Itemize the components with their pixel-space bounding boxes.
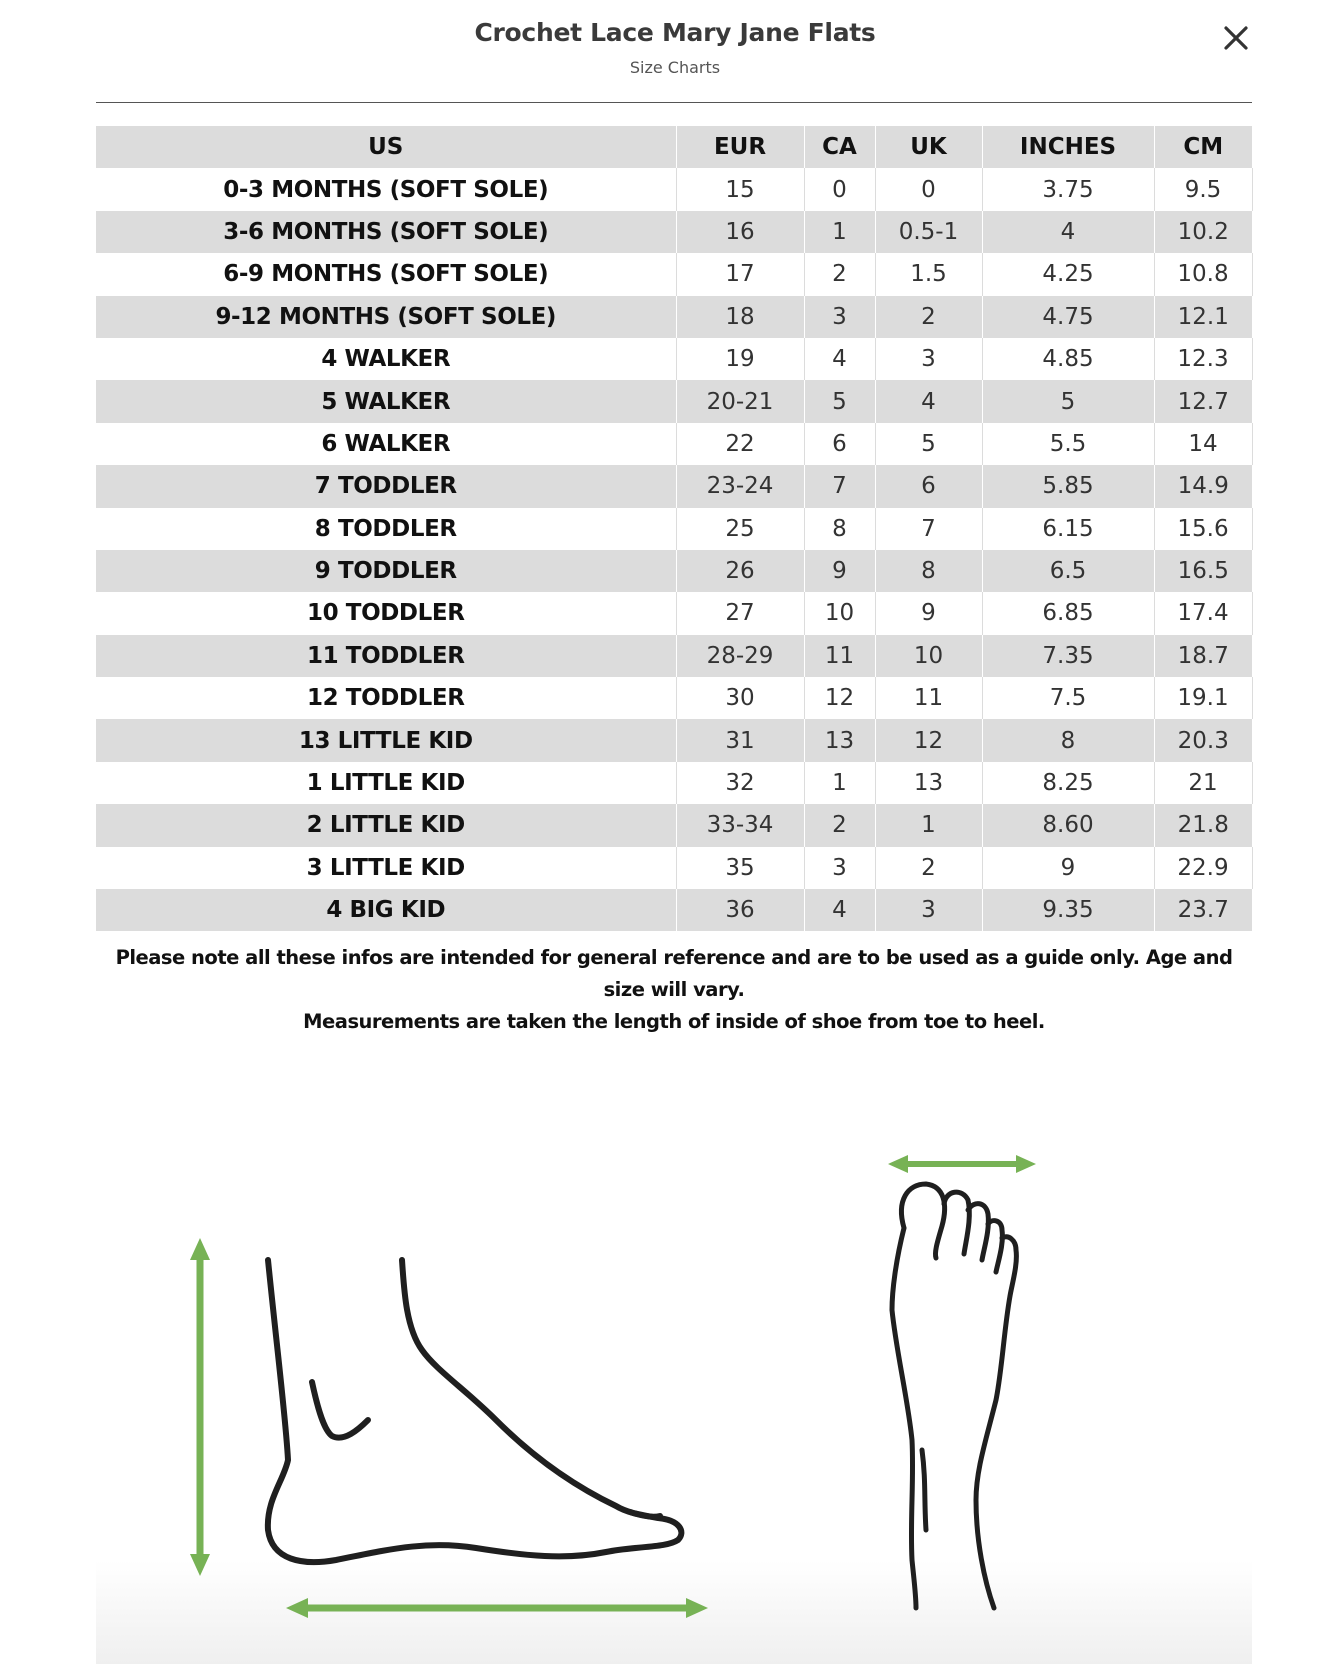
cell-uk: 3 [875,889,982,931]
measurement-arrow-icon [190,1238,210,1576]
cell-uk: 11 [875,677,982,719]
cell-ca: 1 [804,211,875,253]
cell-uk: 4 [875,380,982,422]
table-row [96,338,1252,380]
cell-inches: 5.85 [982,465,1154,507]
close-icon [1218,20,1254,56]
modal-header [0,0,1332,100]
disclaimer-line-2: Measurements are taken the length of inside of shoe from toe to heel. [303,1010,1045,1033]
cell-cm: 21.8 [1177,812,1229,839]
column-header-eur: EUR [676,126,804,168]
cell-ca: 3 [804,296,875,338]
cell-us: 8 TODDLER [96,508,676,550]
cell-inches: 8.60 [982,804,1154,846]
table-row [96,465,1252,507]
cell-inches: 4.75 [982,296,1154,338]
cell-us: 11 TODDLER [96,635,676,677]
cell-eur: 31 [676,719,804,761]
cell-us: 6 WALKER [96,423,676,465]
cell-ca: 2 [804,253,875,295]
measurement-arrow-icon [888,1155,1036,1173]
cell-cm: 12.1 [1177,303,1229,330]
disclaimer-note [96,942,1252,1038]
cell-ca: 13 [804,719,875,761]
cell-uk: 2 [875,847,982,889]
cell-inches: 4.85 [982,338,1154,380]
cell-ca: 2 [804,804,875,846]
foot-top-view-icon [892,1184,1016,1608]
cell-eur: 19 [676,338,804,380]
cell-eur: 32 [676,762,804,804]
cell-eur: 28-29 [676,635,804,677]
cell-cm: 16.5 [1177,558,1229,585]
measurement-arrow-icon [286,1598,708,1618]
table-row [96,253,1252,295]
cell-uk: 12 [875,719,982,761]
cell-inches: 6.5 [982,550,1154,592]
page-subtitle: Size Charts [629,58,721,77]
cell-us: 0-3 MONTHS (SOFT SOLE) [96,168,676,210]
cell-eur: 15 [676,168,804,210]
cell-uk: 8 [875,550,982,592]
close-button[interactable] [1218,20,1254,56]
cell-cm: 14.9 [1177,473,1229,500]
cell-us: 7 TODDLER [96,465,676,507]
table-row [96,550,1252,592]
cell-uk: 13 [875,762,982,804]
cell-ca: 12 [804,677,875,719]
cell-inches: 5 [982,380,1154,422]
table-row [96,423,1252,465]
cell-us: 5 WALKER [96,380,676,422]
cell-ca: 6 [804,423,875,465]
cell-inches: 8.25 [982,762,1154,804]
table-row [96,380,1252,422]
cell-ca: 4 [804,889,875,931]
cell-uk: 1.5 [875,253,982,295]
cell-us: 1 LITTLE KID [96,762,676,804]
cell-cm: 18.7 [1177,642,1229,669]
cell-us: 4 WALKER [96,338,676,380]
cell-ca: 10 [804,592,875,634]
table-header-row [96,126,1252,168]
cell-us: 9-12 MONTHS (SOFT SOLE) [96,296,676,338]
cell-inches: 3.75 [982,168,1154,210]
cell-cm: 23.7 [1177,897,1229,924]
cell-inches: 7.5 [982,677,1154,719]
cell-eur: 16 [676,211,804,253]
cell-eur: 23-24 [676,465,804,507]
cell-cm: 21 [1154,762,1252,804]
cell-cm: 19.1 [1154,677,1252,719]
cell-eur: 30 [676,677,804,719]
cell-ca: 0 [804,168,875,210]
cell-cm: 10.2 [1177,218,1229,245]
cell-uk: 2 [875,296,982,338]
cell-eur: 18 [676,296,804,338]
cell-cm: 12.3 [1154,338,1252,380]
cell-inches: 4.25 [982,253,1154,295]
size-chart-table [96,126,1253,931]
cell-uk: 0.5-1 [875,211,982,253]
cell-cm: 14 [1154,423,1252,465]
header-divider [96,102,1252,103]
cell-uk: 1 [875,804,982,846]
cell-uk: 9 [875,592,982,634]
cell-ca: 3 [804,847,875,889]
cell-us: 9 TODDLER [96,550,676,592]
table-row [96,889,1252,931]
cell-eur: 27 [676,592,804,634]
table-row [96,847,1252,889]
cell-cm: 15.6 [1154,508,1252,550]
cell-eur: 33-34 [676,804,804,846]
table-row [96,592,1252,634]
cell-uk: 3 [875,338,982,380]
cell-ca: 7 [804,465,875,507]
cell-us: 2 LITTLE KID [96,804,676,846]
cell-eur: 26 [676,550,804,592]
cell-ca: 5 [804,380,875,422]
table-row [96,635,1252,677]
cell-inches: 9.35 [982,889,1154,931]
cell-eur: 20-21 [676,380,804,422]
cell-inches: 6.15 [982,508,1154,550]
cell-us: 3 LITTLE KID [96,847,676,889]
table-row [96,296,1252,338]
cell-ca: 9 [804,550,875,592]
cell-inches: 5.5 [982,423,1154,465]
cell-eur: 25 [676,508,804,550]
cell-eur: 36 [676,889,804,931]
cell-inches: 7.35 [982,635,1154,677]
cell-uk: 10 [875,635,982,677]
cell-uk: 6 [875,465,982,507]
cell-inches: 9 [982,847,1154,889]
cell-cm: 22.9 [1154,847,1252,889]
column-header-inches: INCHES [982,126,1154,168]
cell-inches: 6.85 [982,592,1154,634]
cell-ca: 8 [804,508,875,550]
cell-ca: 11 [804,635,875,677]
disclaimer-line-1: Please note all these infos are intended for general reference and are to be used as a guide only. Age and size will vary. [115,946,1233,1001]
cell-us: 4 BIG KID [96,889,676,931]
cell-us: 13 LITTLE KID [96,719,676,761]
cell-uk: 7 [875,508,982,550]
table-row [96,508,1252,550]
cell-cm: 9.5 [1154,168,1252,210]
cell-eur: 35 [676,847,804,889]
cell-ca: 4 [804,338,875,380]
table-row [96,804,1252,846]
table-row [96,677,1252,719]
cell-us: 6-9 MONTHS (SOFT SOLE) [96,253,676,295]
column-header-ca: CA [804,126,875,168]
column-header-cm: CM [1183,134,1224,161]
cell-us: 3-6 MONTHS (SOFT SOLE) [96,211,676,253]
cell-eur: 17 [676,253,804,295]
cell-eur: 22 [676,423,804,465]
table-row [96,168,1252,210]
table-row [96,211,1252,253]
cell-us: 12 TODDLER [96,677,676,719]
cell-uk: 5 [875,423,982,465]
cell-cm: 12.7 [1177,388,1229,415]
cell-cm: 17.4 [1154,592,1252,634]
table-row [96,719,1252,761]
cell-ca: 1 [804,762,875,804]
cell-cm: 10.8 [1154,253,1252,295]
cell-us: 10 TODDLER [96,592,676,634]
foot-side-view-icon [268,1260,682,1562]
foot-measurement-illustration [96,1100,1252,1664]
table-row [96,762,1252,804]
cell-cm: 20.3 [1177,727,1229,754]
column-header-uk: UK [875,126,982,168]
cell-uk: 0 [875,168,982,210]
column-header-us: US [96,126,676,168]
cell-inches: 4 [982,211,1154,253]
cell-inches: 8 [982,719,1154,761]
page-title: Crochet Lace Mary Jane Flats [474,18,876,47]
